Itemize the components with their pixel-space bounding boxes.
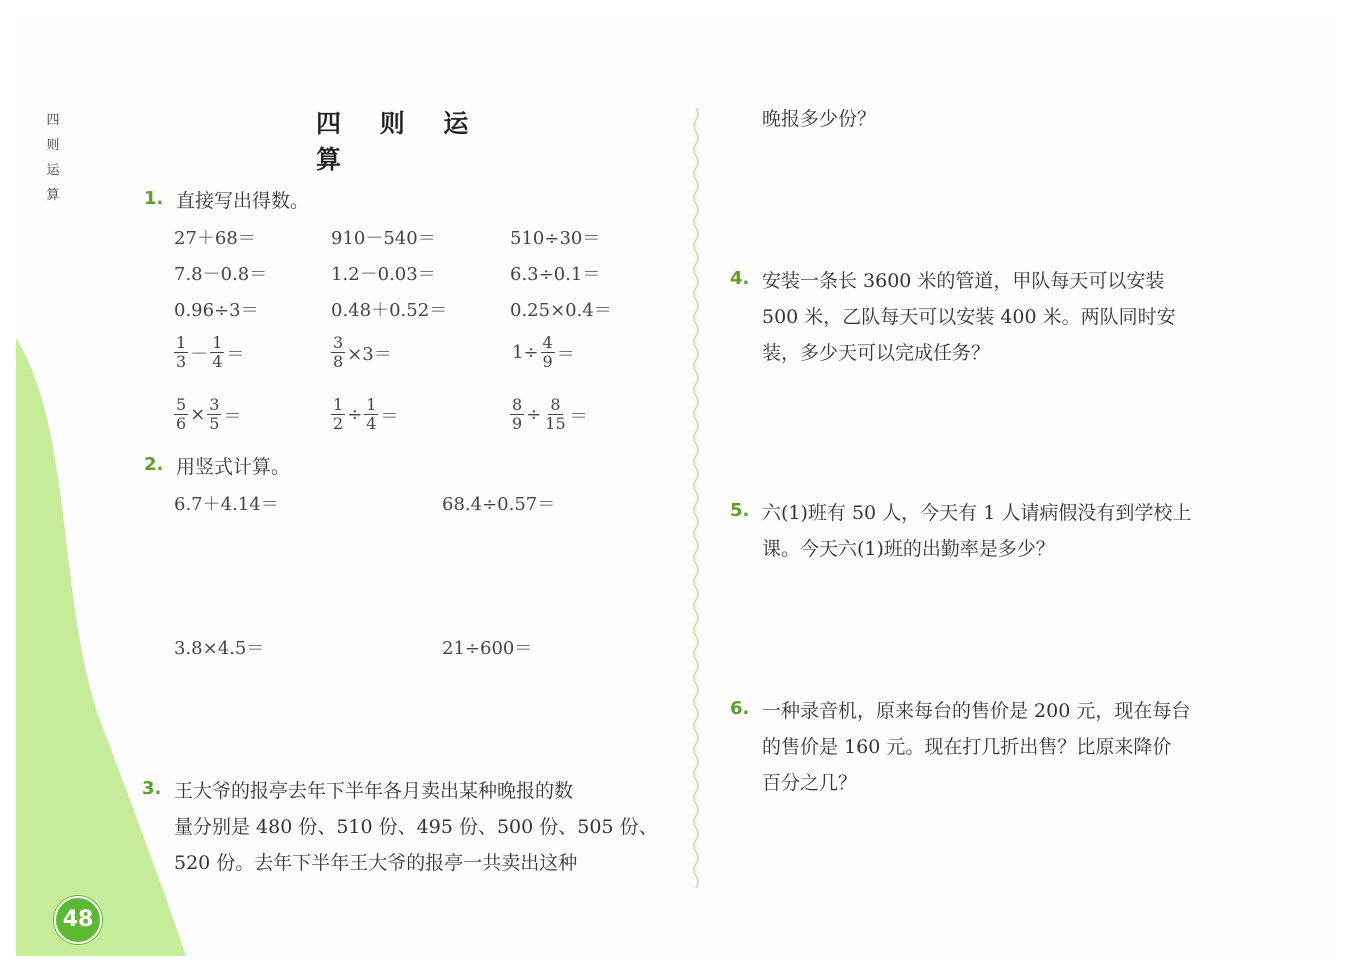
denominator: 8: [333, 352, 344, 371]
q1-expression: 0.96÷3＝: [174, 300, 259, 321]
question-4-number: 4.: [730, 268, 750, 289]
column-divider: [690, 108, 702, 888]
question-6-number: 6.: [730, 698, 750, 719]
fraction: [541, 334, 555, 371]
q1-fraction-expression: [510, 396, 590, 433]
fraction: [174, 396, 188, 433]
q1-fraction-expression: [510, 334, 577, 371]
fraction: [543, 396, 567, 433]
numerator: 1: [212, 333, 223, 352]
denominator: 4: [366, 414, 377, 433]
fraction: [510, 396, 524, 433]
numerator: 1: [333, 395, 344, 414]
q1-expression: 27＋68＝: [174, 228, 256, 249]
question-5-line: 六(1)班有 50 人，今天有 1 人请病假没有到学校上: [762, 502, 1192, 524]
question-6-line: 一种录音机，原来每台的售价是 200 元，现在每台: [762, 700, 1191, 722]
denominator: 6: [176, 414, 187, 433]
operator: ＝: [380, 405, 399, 427]
numerator: 1: [176, 333, 187, 352]
side-label-char: 则: [46, 138, 60, 153]
question-3-line: 王大爷的报亭去年下半年各月卖出某种晚报的数: [174, 780, 574, 802]
q1-fraction-expression: [174, 396, 243, 433]
denominator: 15: [545, 414, 566, 433]
question-2-number: 2.: [144, 454, 164, 475]
workbook-page: [16, 16, 1334, 956]
operator: ＝: [569, 405, 588, 427]
q2-expression: 6.7＋4.14＝: [174, 494, 279, 515]
operator: ＝: [556, 343, 575, 365]
q2-expression: 3.8×4.5＝: [174, 638, 265, 659]
question-6-line: 百分之几？: [762, 772, 858, 794]
question-5-number: 5.: [730, 500, 750, 521]
operator: ＝: [226, 343, 245, 365]
operator: ÷: [347, 404, 363, 425]
q1-expression: 510÷30＝: [510, 228, 601, 249]
operator: －: [190, 343, 209, 365]
numerator: 8: [550, 395, 561, 414]
fraction: [174, 334, 188, 371]
denominator: 9: [542, 352, 553, 371]
q1-expression: 0.48＋0.52＝: [331, 300, 448, 321]
operator: ＝: [223, 405, 242, 427]
numerator: 5: [176, 395, 187, 414]
question-3-line: 量分别是 480 份、510 份、495 份、500 份、505 份、: [174, 816, 658, 838]
q1-fraction-expression: [331, 334, 394, 371]
question-3-line: 520 份。去年下半年王大爷的报亭一共卖出这种: [174, 852, 578, 874]
question-3-number: 3.: [142, 778, 162, 799]
side-label-char: 算: [46, 188, 60, 203]
denominator: 9: [512, 414, 523, 433]
q1-fraction-expression: [331, 396, 400, 433]
operator: ÷: [526, 404, 542, 425]
q1-expression: 910－540＝: [331, 228, 436, 249]
fraction: [210, 334, 224, 371]
q1-expression: 1.2－0.03＝: [331, 264, 436, 285]
question-4-line: 500 米，乙队每天可以安装 400 米。两队同时安: [762, 306, 1176, 328]
question-2-text: 用竖式计算。: [176, 456, 291, 478]
denominator: 2: [333, 414, 344, 433]
q1-fraction-expression: [174, 334, 246, 371]
question-4-line: 安装一条长 3600 米的管道，甲队每天可以安装: [762, 270, 1165, 292]
q1-expression: 0.25×0.4＝: [510, 300, 612, 321]
question-4-line: 装，多少天可以完成任务？: [762, 342, 991, 364]
denominator: 3: [176, 352, 187, 371]
question-1-text: 直接写出得数。: [176, 190, 310, 212]
fraction: [364, 396, 378, 433]
q2-expression: 21÷600＝: [442, 638, 533, 659]
q2-expression: 68.4÷0.57＝: [442, 494, 556, 515]
side-label-char: 四: [46, 113, 60, 128]
question-3-line: 晚报多少份？: [762, 108, 877, 130]
q1-expression: 6.3÷0.1＝: [510, 264, 601, 285]
numerator: 3: [333, 333, 344, 352]
fraction: [331, 334, 345, 371]
denominator: 4: [212, 352, 223, 371]
side-section-label: [46, 108, 60, 208]
side-label-char: 运: [46, 163, 60, 178]
question-6-line: 的售价是 160 元。现在打几折出售？比原来降价: [762, 736, 1172, 758]
operator: ×: [190, 404, 206, 425]
page-number-badge: 48: [54, 896, 102, 944]
denominator: 5: [209, 414, 220, 433]
fraction: [207, 396, 221, 433]
question-5-line: 课。今天六(1)班的出勤率是多少？: [762, 538, 1055, 560]
page-title: 四 则 运 算: [316, 109, 484, 174]
operator: 1÷: [512, 342, 539, 363]
numerator: 1: [366, 395, 377, 414]
q1-expression: 7.8－0.8＝: [174, 264, 268, 285]
operator: ×3＝: [347, 343, 392, 365]
numerator: 3: [209, 395, 220, 414]
numerator: 8: [512, 395, 523, 414]
fraction: [331, 396, 345, 433]
numerator: 4: [542, 333, 553, 352]
question-1-number: 1.: [144, 188, 164, 209]
